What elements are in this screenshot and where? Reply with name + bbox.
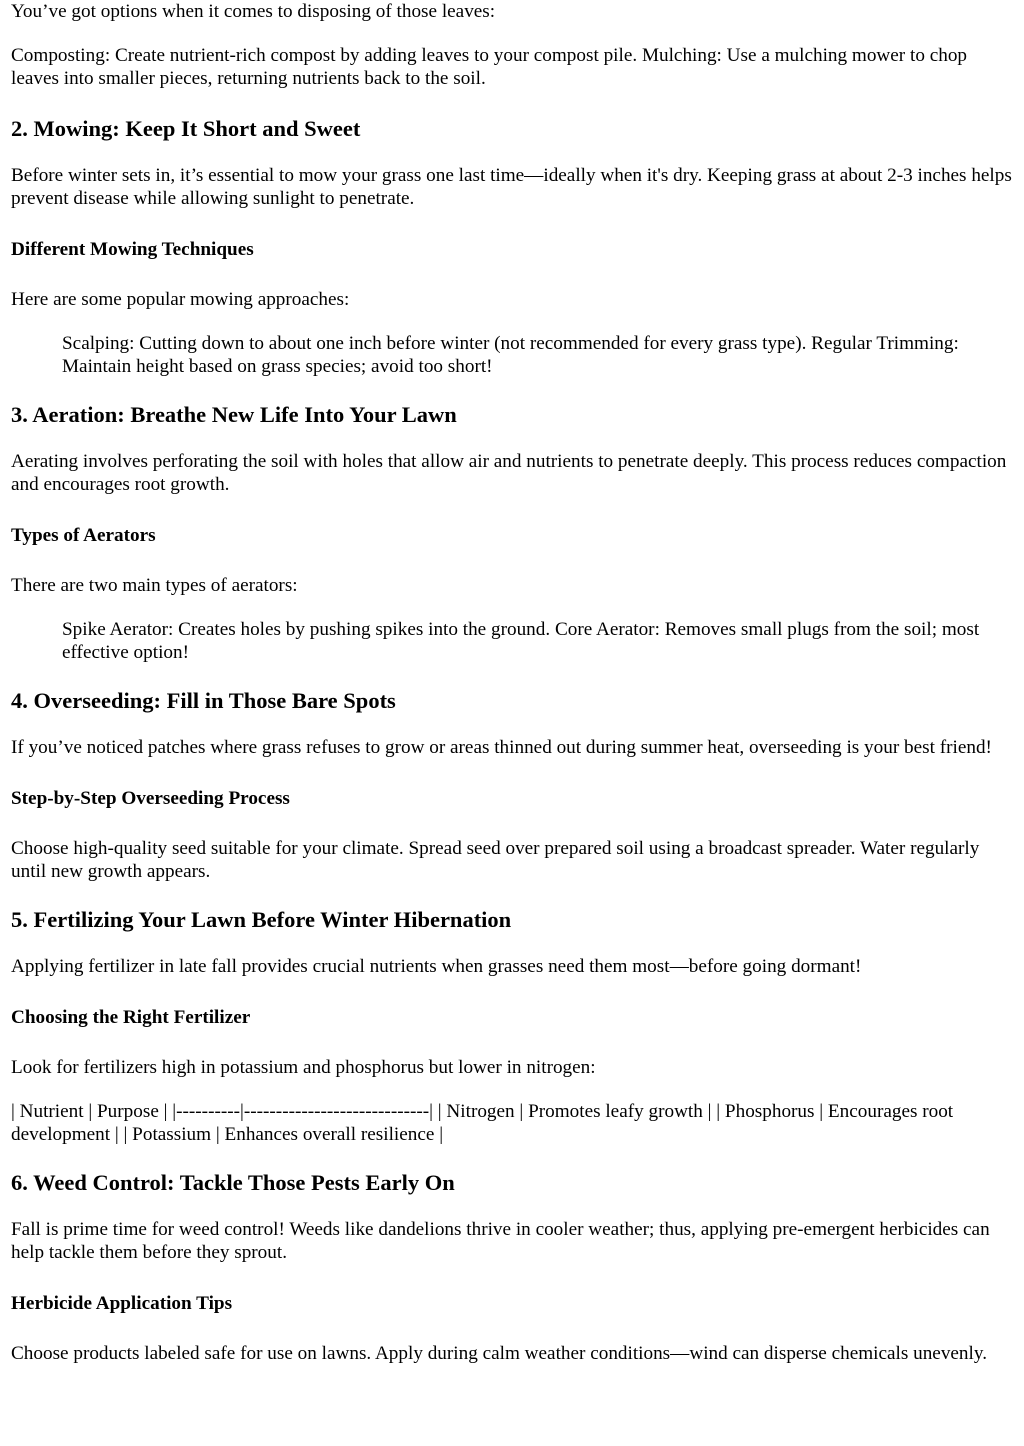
mowing-lead: Here are some popular mowing approaches:	[11, 289, 350, 310]
aeration-heading: 3. Aeration: Breathe New Life Into Your Lawn	[11, 402, 457, 427]
overseeding-body: If you’ve noticed patches where grass refuses to grow or areas thinned out during summer heat, overseeding is your best friend!	[11, 737, 992, 758]
weed-control-heading: 6. Weed Control: Tackle Those Pests Early On	[11, 1170, 455, 1195]
mowing-body: Before winter sets in, it’s essential to mow your grass one last time—ideally when it's dry. Keeping grass at about 2-3 inches helps prevent disease while allowing sunlight to penetrate.	[11, 165, 1012, 209]
overseeding-subheading: Step-by-Step Overseeding Process	[11, 788, 290, 809]
fertilizing-heading: 5. Fertilizing Your Lawn Before Winter Hibernation	[11, 907, 512, 932]
overseeding-steps: Choose high-quality seed suitable for your climate. Spread seed over prepared soil using a broadcast spreader. Water regularly until new growth appears.	[11, 838, 980, 882]
weed-control-subheading: Herbicide Application Tips	[11, 1293, 233, 1314]
aeration-lead: There are two main types of aerators:	[11, 575, 298, 596]
aeration-subheading: Types of Aerators	[11, 525, 156, 546]
aeration-body: Aerating involves perforating the soil with holes that allow air and nutrients to penetrate deeply. This process reduces compaction and encourages root growth.	[11, 451, 1007, 495]
weed-control-tips: Choose products labeled safe for use on lawns. Apply during calm weather conditions—wind can disperse chemicals unevenly.	[11, 1343, 987, 1364]
aeration-list: Spike Aerator: Creates holes by pushing spikes into the ground. Core Aerator: Removes small plugs from the soil; most effective option!	[62, 619, 980, 663]
intro-options: Composting: Create nutrient-rich compost by adding leaves to your compost pile. Mulching: Use a mulching mower to chop leaves into smaller pieces, returning nutrients back to the soil.	[11, 45, 968, 89]
weed-control-body: Fall is prime time for weed control! Weeds like dandelions thrive in cooler weather; thus, applying pre-emergent herbicides can help tackle them before they sprout.	[11, 1219, 990, 1263]
fertilizing-body: Applying fertilizer in late fall provides crucial nutrients when grasses need them most—before going dormant!	[11, 956, 862, 977]
overseeding-heading: 4. Overseeding: Fill in Those Bare Spots	[11, 688, 396, 713]
mowing-list: Scalping: Cutting down to about one inch before winter (not recommended for every grass type). Regular Trimming: Maintain height based on grass species; avoid too short!	[62, 333, 959, 377]
fertilizing-lead: Look for fertilizers high in potassium and phosphorus but lower in nitrogen:	[11, 1057, 596, 1078]
mowing-subheading: Different Mowing Techniques	[11, 239, 254, 260]
fertilizer-table-text: | Nutrient | Purpose | |----------|-----------------------------| | Nitrogen | Promotes leafy growth | | Phosphorus | Encourages root development | | Potassium | Enhances overall resilience |	[11, 1101, 954, 1145]
intro-lead: You’ve got options when it comes to disposing of those leaves:	[11, 1, 496, 22]
fertilizing-subheading: Choosing the Right Fertilizer	[11, 1007, 251, 1028]
mowing-heading: 2. Mowing: Keep It Short and Sweet	[11, 116, 361, 141]
